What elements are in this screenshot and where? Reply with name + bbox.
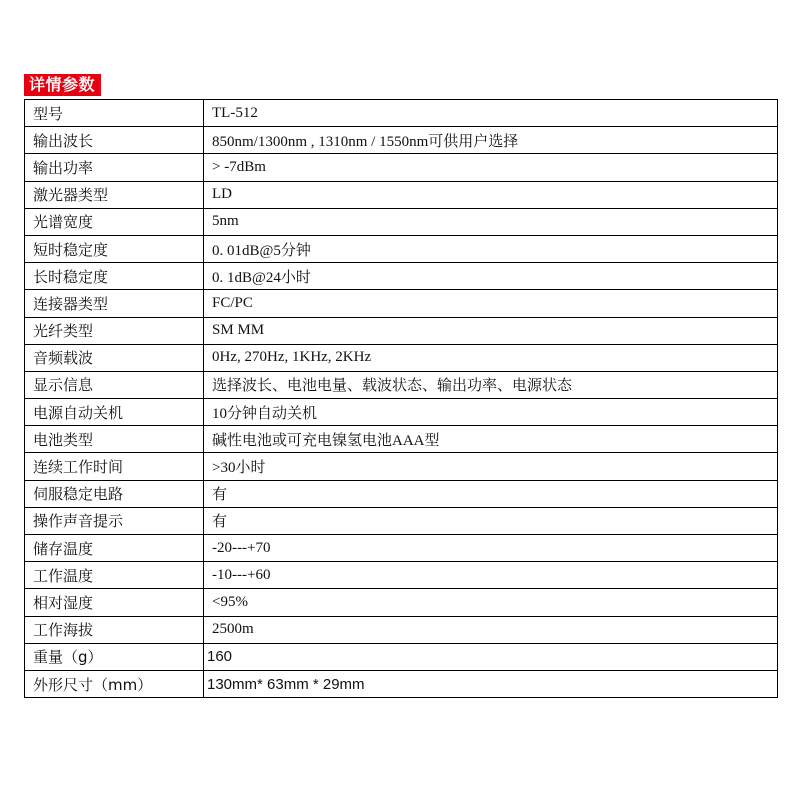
spec-value: 有 [204,507,778,534]
spec-row-operating-temperature [25,562,778,589]
spec-label: 型号 [25,100,204,127]
spec-row-output-power [25,154,778,181]
spec-value: 130mm* 63mm * 29mm [204,670,778,697]
spec-label: 重量（g） [25,643,204,670]
spec-label: 电源自动关机 [25,399,204,426]
spec-value: 0. 01dB@5分钟 [204,235,778,262]
spec-value: 0Hz, 270Hz, 1KHz, 2KHz [204,344,778,371]
spec-value: <95% [204,589,778,616]
spec-label: 音频载波 [25,344,204,371]
spec-value: 0. 1dB@24小时 [204,263,778,290]
spec-label: 相对湿度 [25,589,204,616]
spec-label: 外形尺寸（mm） [25,670,204,697]
spec-label: 工作温度 [25,562,204,589]
spec-label: 光谱宽度 [25,208,204,235]
spec-value: LD [204,181,778,208]
spec-value: 160 [204,643,778,670]
spec-label: 电池类型 [25,426,204,453]
spec-row-model [25,100,778,127]
spec-row-connector-type [25,290,778,317]
spec-value: TL-512 [204,100,778,127]
spec-label: 激光器类型 [25,181,204,208]
spec-label: 连接器类型 [25,290,204,317]
spec-row-long-term-stability [25,263,778,290]
spec-value: 碱性电池或可充电镍氢电池AAA型 [204,426,778,453]
spec-label: 显示信息 [25,371,204,398]
spec-row-audio-carrier [25,344,778,371]
spec-value: FC/PC [204,290,778,317]
spec-row-short-term-stability [25,235,778,262]
spec-row-spectral-width [25,208,778,235]
section-title-badge: 详情参数 [24,74,101,96]
spec-row-servo-stabilization [25,480,778,507]
spec-label: 连续工作时间 [25,453,204,480]
spec-value: 10分钟自动关机 [204,399,778,426]
spec-value: SM MM [204,317,778,344]
spec-row-operating-altitude [25,616,778,643]
spec-label: 操作声音提示 [25,507,204,534]
spec-row-auto-power-off [25,399,778,426]
spec-label: 输出波长 [25,127,204,154]
spec-value: >30小时 [204,453,778,480]
spec-value: 有 [204,480,778,507]
spec-label: 储存温度 [25,535,204,562]
spec-table [24,99,778,698]
spec-value: -20---+70 [204,535,778,562]
spec-row-relative-humidity [25,589,778,616]
spec-value: 5nm [204,208,778,235]
spec-value: 850nm/1300nm , 1310nm / 1550nm可供用户选择 [204,127,778,154]
spec-value: -10---+60 [204,562,778,589]
spec-row-storage-temperature [25,535,778,562]
spec-label: 伺服稳定电路 [25,480,204,507]
spec-row-sound-prompt [25,507,778,534]
spec-row-fiber-type [25,317,778,344]
spec-label: 短时稳定度 [25,235,204,262]
spec-row-dimensions [25,670,778,697]
spec-label: 工作海拔 [25,616,204,643]
spec-label: 光纤类型 [25,317,204,344]
spec-row-display-info [25,371,778,398]
spec-value: 2500m [204,616,778,643]
spec-label: 输出功率 [25,154,204,181]
spec-value: 选择波长、电池电量、载波状态、输出功率、电源状态 [204,371,778,398]
spec-value: > -7dBm [204,154,778,181]
spec-row-battery-type [25,426,778,453]
spec-label: 长时稳定度 [25,263,204,290]
spec-row-weight [25,643,778,670]
spec-row-laser-type [25,181,778,208]
spec-row-continuous-operation [25,453,778,480]
spec-row-output-wavelength [25,127,778,154]
